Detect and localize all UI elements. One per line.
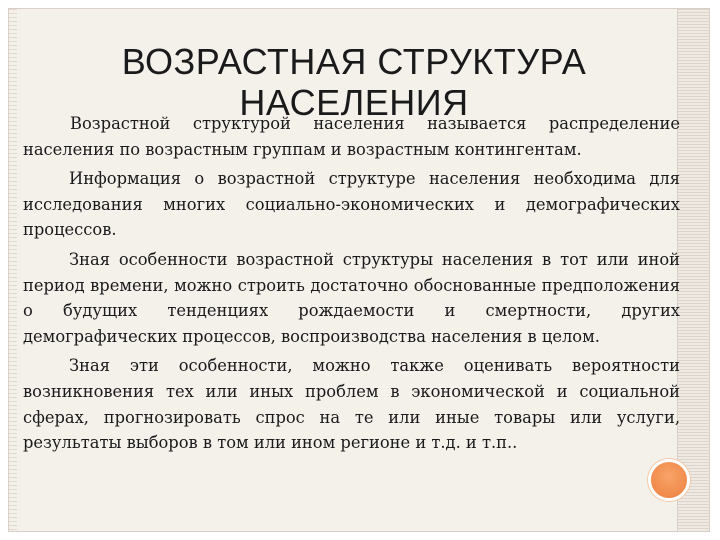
slide-body: [23, 111, 680, 460]
paragraph-features: Зная особенности возрастной структуры населения в тот или иной период времени, можно строить достаточно обоснованные предположения о будущих тенденциях рождаемости и смертности, других демографических процессов, воспроизводства населения в целом.: [23, 249, 680, 346]
slide-title-line1: ВОЗРАСТНАЯ СТРУКТУРА: [121, 41, 587, 82]
slide-frame: [8, 8, 710, 532]
slide-title: [9, 41, 699, 123]
paragraph-definition: Возрастной структурой населения называется распределение населения по возрастным группам и возрастным контингентам.: [23, 114, 680, 159]
paragraph-information: Информация о возрастной структуре населения необходима для исследования многих социально-экономических и демографических процессов.: [23, 169, 680, 240]
slide-title-line2: НАСЕЛЕНИЯ: [239, 82, 469, 123]
orange-circle-icon: [648, 459, 690, 501]
paragraph-forecasting: Зная эти особенности, можно также оценивать вероятности возникновения тех или иных проблем в экономической и социальной сферах, прогнозировать спрос на те или иные товары или услуги, результаты выборов в том или ином регионе и т.д. и т.п..: [23, 356, 680, 453]
